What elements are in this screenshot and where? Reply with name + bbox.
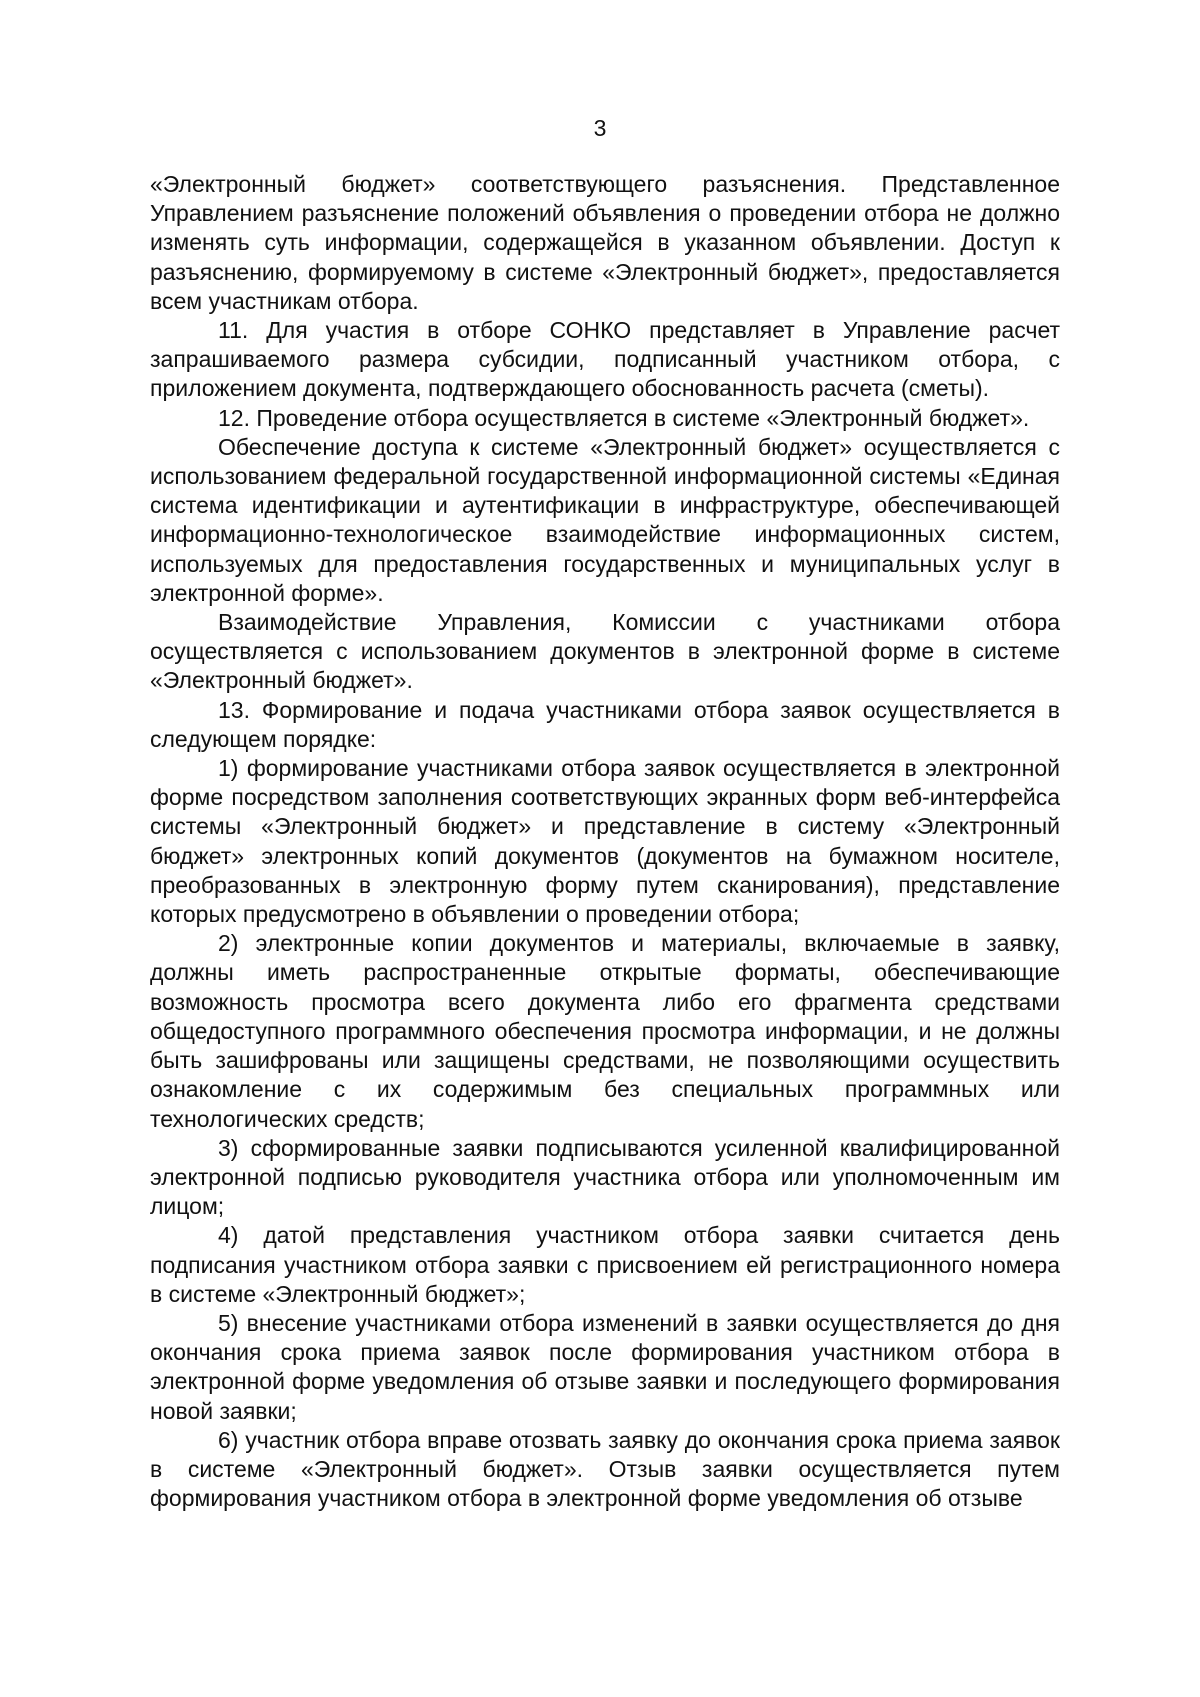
paragraph-continuation: «Электронный бюджет» соответствующего разъяснения. Представленное Управлением разъяснение положений объявления о проведении отбора не должно изменять суть информации, содержащейся в указанном объявлении. Доступ к разъяснению, формируемому в системе «Электронный бюджет», предоставляется всем участникам отбора. [150, 171, 1060, 314]
list-item-1: 1) формирование участниками отбора заявок осуществляется в электронной форме посредством заполнения соответствующих экранных форм веб-интерфейса системы «Электронный бюджет» и представление в систему «Электронный бюджет» электронных копий документов (документов на бумажном носителе, преобразованных в электронную форму путем сканирования), представление которых предусмотрено в объявлении о проведении отбора; [150, 755, 1060, 928]
paragraph-clause-13: 13. Формирование и подача участниками отбора заявок осуществляется в следующем порядке: [150, 696, 1060, 752]
list-item-6: 6) участник отбора вправе отозвать заявку до окончания срока приема заявок в системе «Электронный бюджет». Отзыв заявки осуществляется путем формирования участником отбора в электронной форме уведомления об отзыве [150, 1426, 1060, 1512]
paragraph-clause-11: 11. Для участия в отборе СОНКО представляет в Управление расчет запрашиваемого размера субсидии, подписанный участником отбора, с приложением документа, подтверждающего обоснованность расчета (сметы). [150, 317, 1060, 402]
paragraph-interaction: Взаимодействие Управления, Комиссии с участниками отбора осуществляется с использованием документов в электронной форме в системе «Электронный бюджет». [150, 609, 1060, 694]
list-item-4: 4) датой представления участником отбора заявки считается день подписания участником отбора заявки с присвоением ей регистрационного номера в системе «Электронный бюджет»; [150, 1222, 1060, 1307]
list-item-2: 2) электронные копии документов и материалы, включаемые в заявку, должны иметь распространенные открытые форматы, обеспечивающие возможность просмотра всего документа либо его фрагмента средствами общедоступного программного обеспечения просмотра информации, и не должны быть зашифрованы или защищены средствами, не позволяющими осуществить ознакомление с их содержимым без специальных программных или технологических средств; [150, 930, 1060, 1132]
page-number: 3 [593, 115, 607, 141]
document-body [150, 170, 1060, 1513]
list-item-3: 3) сформированные заявки подписываются усиленной квалифицированной электронной подписью руководителя участника отбора или уполномоченным им лицом; [150, 1134, 1060, 1220]
paragraph-access: Обеспечение доступа к системе «Электронный бюджет» осуществляется с использованием федеральной государственной информационной системы «Единая система идентификации и аутентификации в инфраструктуре, обеспечивающей информационно-технологическое взаимодействие информационных систем, используемых для предоставления государственных и муниципальных услуг в электронной форме». [150, 433, 1060, 606]
list-item-5: 5) внесение участниками отбора изменений в заявки осуществляется до дня окончания срока приема заявок после формирования участником отбора в электронной форме уведомления об отзыве заявки и последующего формирования новой заявки; [150, 1309, 1060, 1424]
paragraph-clause-12: 12. Проведение отбора осуществляется в системе «Электронный бюджет». [218, 404, 1030, 431]
